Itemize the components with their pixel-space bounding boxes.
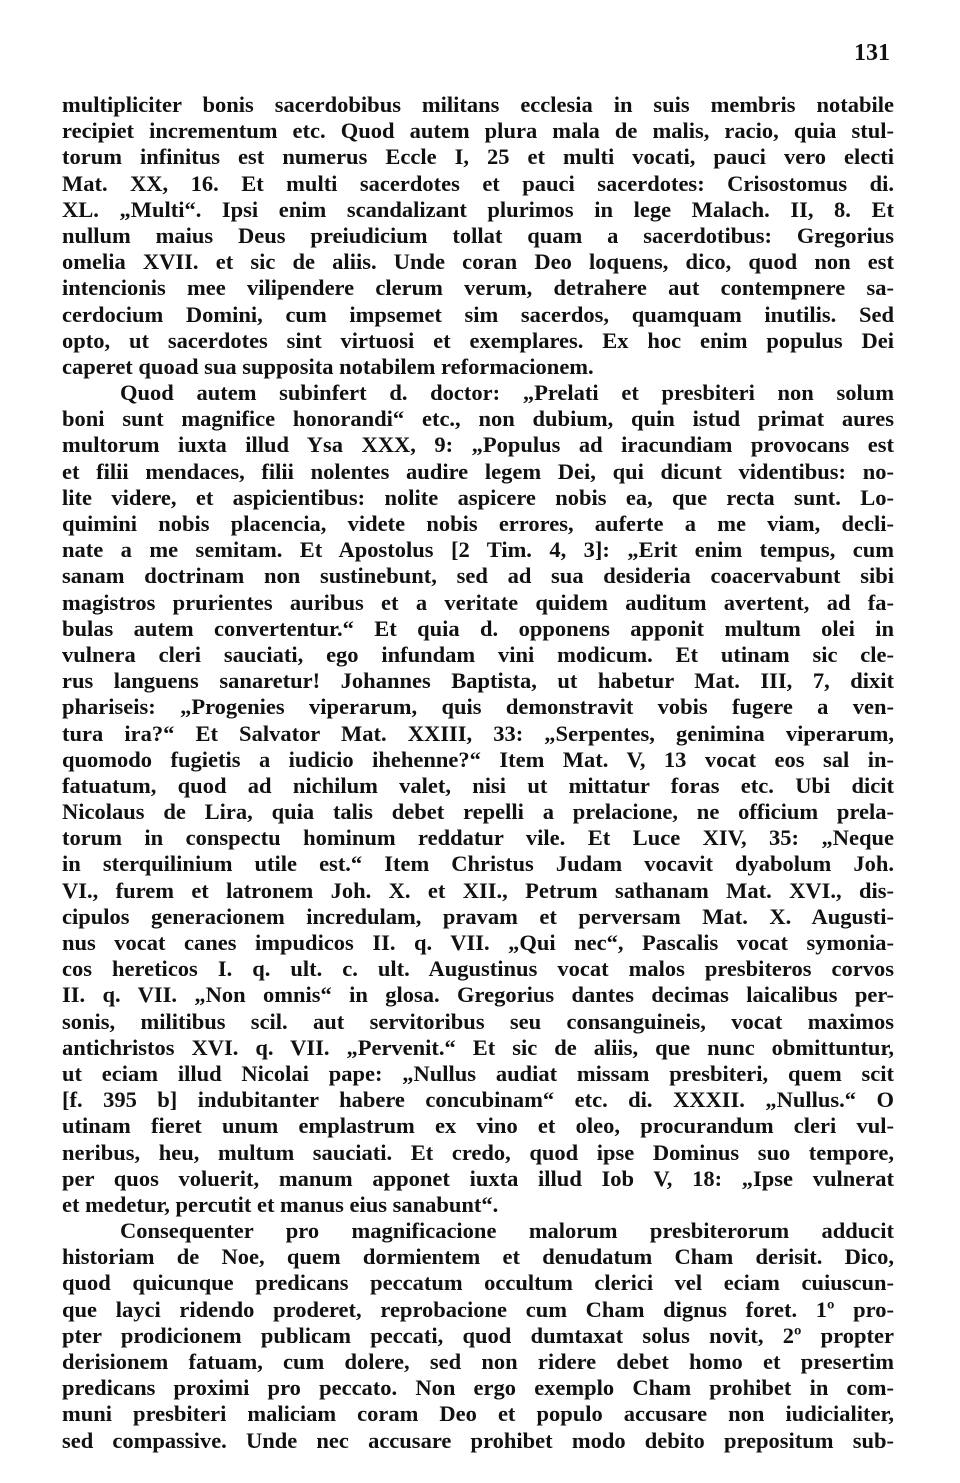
text-line: in sterquilinium utile est.“ Item Christus Judam vocavit dyabolum Joh. xyxy=(62,851,894,877)
text-line: VI., furem et latronem Joh. X. et XII., Petrum sathanam Mat. XVI., dis- xyxy=(62,877,894,903)
text-line: historiam de Noe, quem dormientem et denudatum Cham derisit. Dico, xyxy=(62,1244,894,1270)
text-line: XL. „Multi“. Ipsi enim scandalizant plurimos in lege Malach. II, 8. Et xyxy=(62,196,894,222)
text-line: torum in conspectu hominum reddatur vile. Et Luce XIV, 35: „Neque xyxy=(62,825,894,851)
text-line: phariseis: „Progenies viperarum, quis demonstravit vobis fugere a ven- xyxy=(62,694,894,720)
text-line: [f. 395 b] indubitanter habere concubinam“ etc. di. XXXII. „Nullus.“ O xyxy=(62,1087,894,1113)
text-line: bulas autem convertentur.“ Et quia d. opponens apponit multum olei in xyxy=(62,615,894,641)
text-line: opto, ut sacerdotes sint virtuosi et exemplares. Ex hoc enim populus Dei xyxy=(62,327,894,353)
text-line: pter prodicionem publicam peccati, quod dumtaxat solus novit, 2º propter xyxy=(62,1322,894,1348)
text-line: utinam fieret unum emplastrum ex vino et oleo, procurandum cleri vul- xyxy=(62,1113,894,1139)
text-line: quimini nobis placencia, videte nobis errores, auferte a me viam, decli- xyxy=(62,511,894,536)
text-line: lite videre, et aspicientibus: nolite aspicere nobis ea, que recta sunt. Lo- xyxy=(62,484,894,510)
text-line: antichristos XVI. q. VII. „Pervenit.“ Et sic de aliis, que nunc obmittuntur, xyxy=(62,1034,894,1060)
text-line: multorum iuxta illud Ysa XXX, 9: „Populus ad iracundiam provocans est xyxy=(62,432,894,458)
text-line: torum infinitus est numerus Eccle I, 25 et multi vocati, pauci vero electi xyxy=(62,144,894,170)
page-number: 131 xyxy=(854,40,890,66)
text-line: cipulos generacionem incredulam, pravam et perversam Mat. X. Augusti- xyxy=(62,903,894,929)
text-line: Nicolaus de Lira, quia talis debet repelli a prelacione, ne officium prela- xyxy=(62,799,894,825)
text-line: omelia XVII. et sic de aliis. Unde coran Deo loquens, dico, quod non est xyxy=(62,249,894,275)
text-line: sanam doctrinam non sustinebunt, sed ad sua desideria coacervabunt sibi xyxy=(62,563,894,589)
text-line: cerdocium Domini, cum impsemet sim sacerdos, quamquam inutilis. Sed xyxy=(62,301,894,327)
text-line: boni sunt magnifice honorandi“ etc., non dubium, quin istud primat aures xyxy=(62,406,894,432)
text-line: predicans proximi pro peccato. Non ergo exemplo Cham prohibet in com- xyxy=(62,1375,894,1401)
text-line: nate a me semitam. Et Apostolus [2 Tim. 4, 3]: „Erit enim tempus, cum xyxy=(62,537,894,563)
text-line: intencionis mee vilipendere clerum verum, detrahere aut contempnere sa- xyxy=(62,275,894,301)
text-line: quomodo fugietis a iudicio ihehenne?“ Item Mat. V, 13 vocat eos sal in- xyxy=(62,746,894,772)
text-line: vulnera cleri sauciati, ego infundam vini modicum. Et utinam sic cle- xyxy=(62,641,894,667)
text-line: sonis, militibus scil. aut servitoribus seu consanguineis, vocat maximos xyxy=(62,1008,894,1034)
text-line: neribus, heu, multum sauciati. Et credo, quod ipse Dominus suo tempore, xyxy=(62,1139,894,1165)
text-line: derisionem fatuam, cum dolere, sed non ridere debet homo et presertim xyxy=(62,1349,894,1374)
text-line: multipliciter bonis sacerdobibus militans ecclesia in suis membris notabile xyxy=(62,92,894,117)
text-line: tura ira?“ Et Salvator Mat. XXIII, 33: „Serpentes, genimina viperarum, xyxy=(62,720,894,746)
text-line: Consequenter pro magnificacione malorum presbiterorum adducit xyxy=(120,1218,894,1244)
text-line: ut eciam illud Nicolai pape: „Nullus audiat missam presbiteri, quem scit xyxy=(62,1060,894,1086)
text-line: quod quicunque predicans peccatum occultum clerici vel eciam cuiuscun- xyxy=(62,1270,894,1296)
text-line: Mat. XX, 16. Et multi sacerdotes et pauci sacerdotes: Crisostomus di. xyxy=(62,170,894,196)
text-line: II. q. VII. „Non omnis“ in glosa. Gregorius dantes decimas laicalibus per- xyxy=(62,982,894,1008)
text-line: recipiet incrementum etc. Quod autem plura mala de malis, racio, quia stul- xyxy=(62,118,894,144)
text-line: per quos voluerit, manum apponet iuxta illud Iob V, 18: „Ipse vulnerat xyxy=(62,1165,894,1191)
text-line: nullum maius Deus preiudicium tollat quam a sacerdotibus: Gregorius xyxy=(62,222,894,248)
text-line: et filii mendaces, filii nolentes audire legem Dei, qui dicunt videntibus: no- xyxy=(62,458,894,484)
text-line: fatuatum, quod ad nichilum valet, nisi ut mittatur foras etc. Ubi dicit xyxy=(62,772,894,798)
text-line: magistros prurientes auribus et a veritate quidem auditum avertent, ad fa- xyxy=(62,589,894,615)
text-line: cos hereticos I. q. ult. c. ult. Augustinus vocat malos presbiteros corvos xyxy=(62,956,894,982)
text-line: Quod autem subinfert d. doctor: „Prelati et presbiteri non solum xyxy=(120,380,894,406)
text-line: sed compassive. Unde nec accusare prohibet modo debito prepositum sub- xyxy=(62,1427,894,1453)
text-line: rus languens sanaretur! Johannes Baptista, ut habetur Mat. III, 7, dixit xyxy=(62,668,894,694)
text-line: et medetur, percutit et manus eius sanabunt“. xyxy=(62,1191,499,1217)
text-body xyxy=(62,92,894,1454)
text-line: nus vocat canes impudicos II. q. VII. „Qui nec“, Pascalis vocat symonia- xyxy=(62,930,894,955)
text-line: caperet quoad sua supposita notabilem reformacionem. xyxy=(62,353,594,379)
text-line: muni presbiteri maliciam coram Deo et populo accusare non iudicialiter, xyxy=(62,1401,894,1427)
text-line: que layci ridendo proderet, reprobacione cum Cham dignus foret. 1º pro- xyxy=(62,1296,894,1322)
